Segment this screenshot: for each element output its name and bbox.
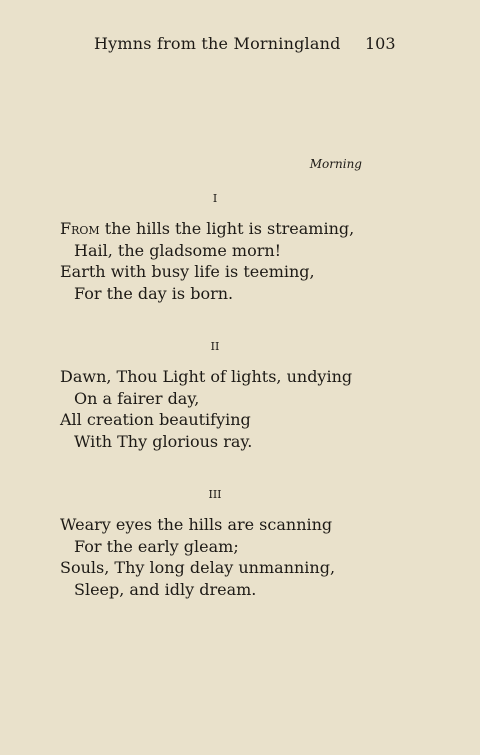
stanza-1-line-1-rest: the hills the light is streaming, [99,219,355,238]
stanza-2-line-1: Dawn, Thou Light of lights, undying [60,367,353,386]
stanza-1-line-1 [60,218,354,240]
stanza-1-numeral: I [212,192,218,205]
stanza-3-line-4: Sleep, and idly dream. [74,579,257,599]
page-number: 103 [365,34,396,53]
stanza-3-line-3: Souls, Thy long delay unmanning, [60,558,336,577]
stanza-1-line-3: Earth with busy life is teeming, [60,262,315,281]
stanza-3 [60,514,335,600]
stanza-2-line-3: All creation beautifying [60,410,251,429]
stanza-2-line-2: On a fairer day, [74,388,200,408]
running-head [0,34,480,56]
stanza-1-line-4: For the day is born. [74,283,234,303]
stanza-1-line-2: Hail, the gladsome morn! [74,240,282,260]
running-title: Hymns from the Morningland [94,34,341,53]
stanza-3-numeral: III [208,488,222,501]
stanza-2-numeral: II [210,340,220,353]
stanza-3-line-1: Weary eyes the hills are scanning [60,515,333,534]
stanza-1 [60,218,354,304]
stanza-3-line-2: For the early gleam; [74,536,239,556]
section-title: Morning [309,157,362,171]
stanza-2 [60,366,352,452]
stanza-1-first-word: From [60,219,100,238]
stanza-2-line-4: With Thy glorious ray. [74,431,253,451]
